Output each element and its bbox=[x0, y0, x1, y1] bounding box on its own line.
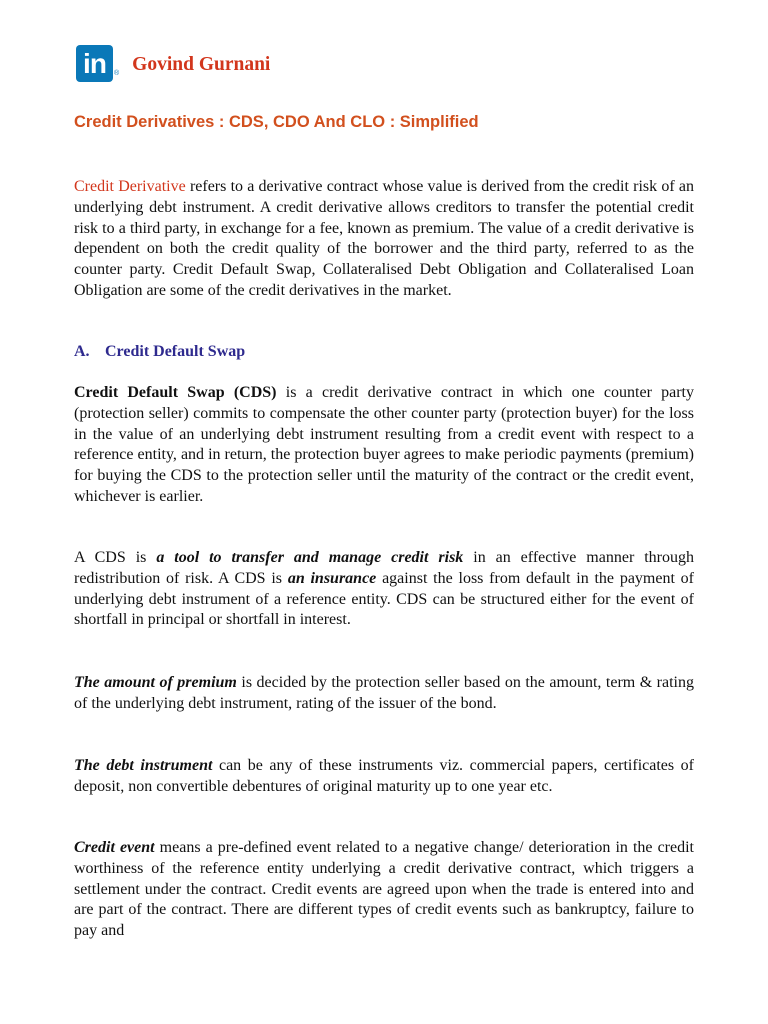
cds-tool-paragraph bbox=[74, 548, 694, 631]
premium-paragraph bbox=[74, 673, 694, 715]
cds-definition-text: is a credit derivative contract in which one counter party (protection seller) commits to compensate the other counter party (protection buyer) for the loss in the value of an underlying debt instrument resulting from a credit event with respect to a reference entity, and in return, the protection buyer agrees to make periodic payments (premium) for buying the CDS to the protection seller until the maturity of the contract or the credit event, whichever is earlier. bbox=[74, 384, 694, 505]
cds-tool-tail: against the loss from default in the payment of underlying debt instrument of a reference entity. CDS can be structured either for the event of shortfall in principal or shortfall in interest. bbox=[74, 569, 695, 629]
cds-insurance-emphasis: an insurance bbox=[287, 569, 377, 587]
cds-tool-lead: A CDS is bbox=[74, 549, 157, 566]
premium-emphasis: The amount of premium bbox=[74, 674, 237, 691]
section-heading-a bbox=[74, 343, 245, 361]
registered-mark: ® bbox=[114, 70, 120, 77]
credit-event-emphasis: Credit event bbox=[74, 839, 155, 856]
debt-instrument-text: can be any of these instruments viz. commercial papers, certificates of deposit, non convertible debentures of original maturity up to one year etc. bbox=[74, 757, 694, 795]
debt-instrument-emphasis: The debt instrument bbox=[74, 757, 213, 774]
premium-text: is decided by the protection seller based on the amount, term & rating of the underlying debt instrument, rating of the issuer of the bond. bbox=[74, 674, 694, 712]
debt-instrument-paragraph bbox=[74, 756, 694, 798]
credit-derivative-term: Credit Derivative bbox=[74, 178, 186, 195]
credit-event-paragraph bbox=[74, 838, 694, 942]
cds-tool-mid: in an effective manner through redistribution of risk. A CDS is bbox=[74, 549, 694, 587]
section-title: Credit Default Swap bbox=[105, 343, 246, 360]
cds-term: Credit Default Swap bbox=[74, 384, 225, 401]
section-number: A. bbox=[74, 343, 90, 360]
cds-abbr: (CDS) bbox=[224, 384, 277, 401]
cds-definition-paragraph bbox=[74, 383, 694, 508]
intro-text: refers to a derivative contract whose value is derived from the credit risk of an underlying debt instrument. A credit derivative allows creditors to transfer the potential credit risk to a third party, in exchange for a fee, known as premium. The value of a credit derivative is dependent on both the credit quality of the borrower and the third party, referred to as the counter party. Credit Default Swap, Collateralised Debt Obligation and Collateralised Loan Obligation are some of the credit derivatives in the market. bbox=[74, 178, 695, 299]
author-name: Govind Gurnani bbox=[132, 54, 271, 75]
header bbox=[76, 44, 270, 82]
document-title: Credit Derivatives : CDS, CDO And CLO : Simplified bbox=[74, 113, 479, 131]
credit-event-text: means a pre-defined event related to a negative change/ deterioration in the credit worthiness of the reference entity underlying a credit derivative contract, which triggers a settlement under the contract. Credit events are agreed upon when the trade is entered into and are part of the contract. There are different types of credit events such as bankruptcy, failure to pay and bbox=[74, 839, 694, 940]
cds-tool-emphasis: a tool to transfer and manage credit risk bbox=[156, 549, 464, 566]
linkedin-logo-text: in bbox=[83, 47, 106, 79]
linkedin-icon bbox=[76, 45, 113, 82]
intro-paragraph bbox=[74, 177, 694, 302]
